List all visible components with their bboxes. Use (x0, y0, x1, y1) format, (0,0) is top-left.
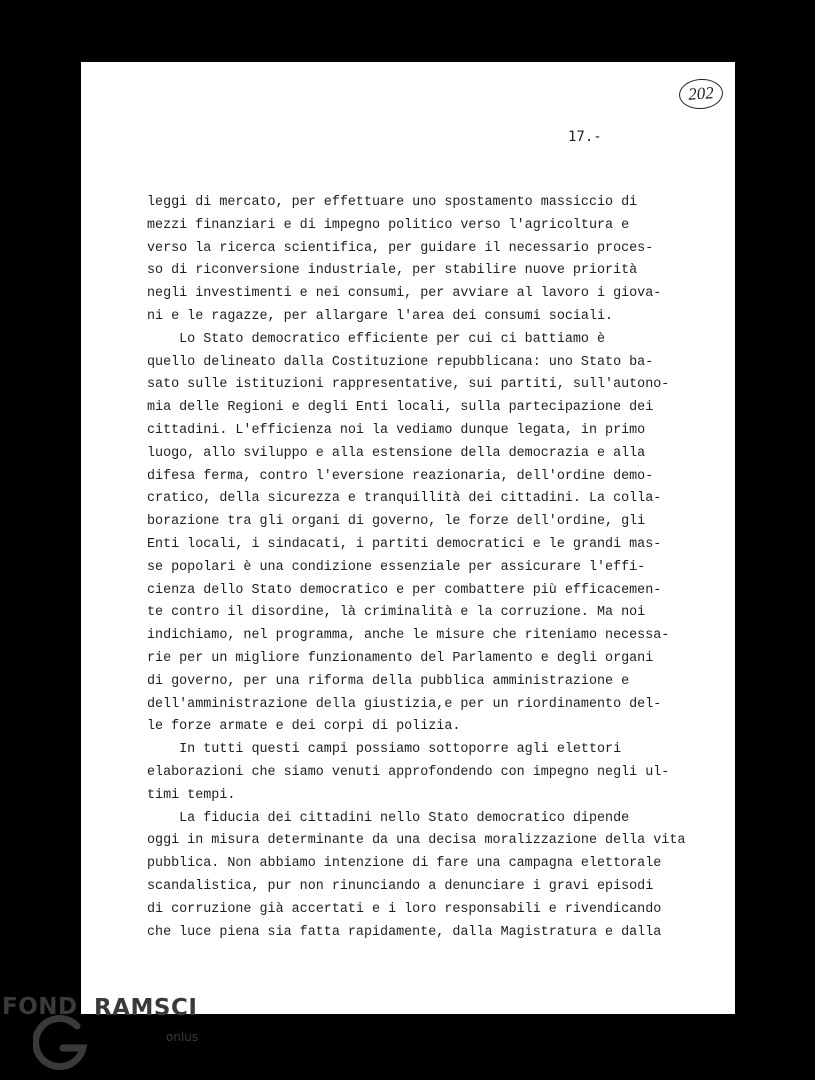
document-page (81, 62, 735, 1014)
watermark-fond-text: FOND (2, 994, 78, 1020)
fondazione-gramsci-watermark (0, 988, 240, 1080)
watermark-onlus-text: onlus (166, 1030, 199, 1044)
page-number: 17.- (568, 129, 602, 145)
archive-number-stamp: 202 (678, 78, 724, 111)
typescript-body: leggi di mercato, per effettuare uno spostamento massiccio di mezzi finanziari e di impegno politico verso l'agricoltura e verso la ricerca scientifica, per guidare il necessario proces- so di riconversione industriale, per stabilire nuove priorità negli investimenti e nei consumi, per avviare al lavoro i giova- ni e le ragazze, per allargare l'area dei consumi sociali. Lo Stato democratico efficiente per cui ci battiamo è quello delineato dalla Costituzione repubblicana: uno Stato ba- sato sulle istituzioni rappresentative, sui partiti, sull'autono- mia delle Regioni e degli Enti locali, sulla partecipazione dei cittadini. L'efficienza noi la vediamo dunque legata, in primo luogo, allo sviluppo e alla estensione della democrazia e alla difesa ferma, contro l'eversione reazionaria, dell'ordine demo- cratico, della sicurezza e tranquillità dei cittadini. La colla- borazione tra gli organi di governo, le forze dell'ordine, gli Enti locali, i sindacati, i partiti democratici e le grandi mas- se popolari è una condizione essenziale per assicurare l'effi- cienza dello Stato democratico e per combattere più efficacemen- te contro il disordine, là criminalità e la corruzione. Ma noi indichiamo, nel programma, anche le misure che riteniamo necessa- rie per un migliore funzionamento del Parlamento e degli organi di governo, per una riforma della pubblica amministrazione e dell'amministrazione della giustizia,e per un riordinamento del- le forze armate e dei corpi di polizia. In tutti questi campi possiamo sottoporre agli elettori elaborazioni che siamo venuti approfondendo con impegno negli ul- timi tempi. La fiducia dei cittadini nello Stato democratico dipende oggi in misura determinante da una decisa moralizzazione della vita pubblica. Non abbiamo intenzione di fare una campagna elettorale scandalistica, pur non rinunciando a denunciare i gravi episodi di corruzione già accertati e i loro responsabili e rivendicando che luce piena sia fatta rapidamente, dalla Magistratura e dalla (147, 195, 686, 940)
gramsci-g-icon (33, 1012, 93, 1072)
watermark-gramsci-text: RAMSCI (94, 995, 198, 1021)
